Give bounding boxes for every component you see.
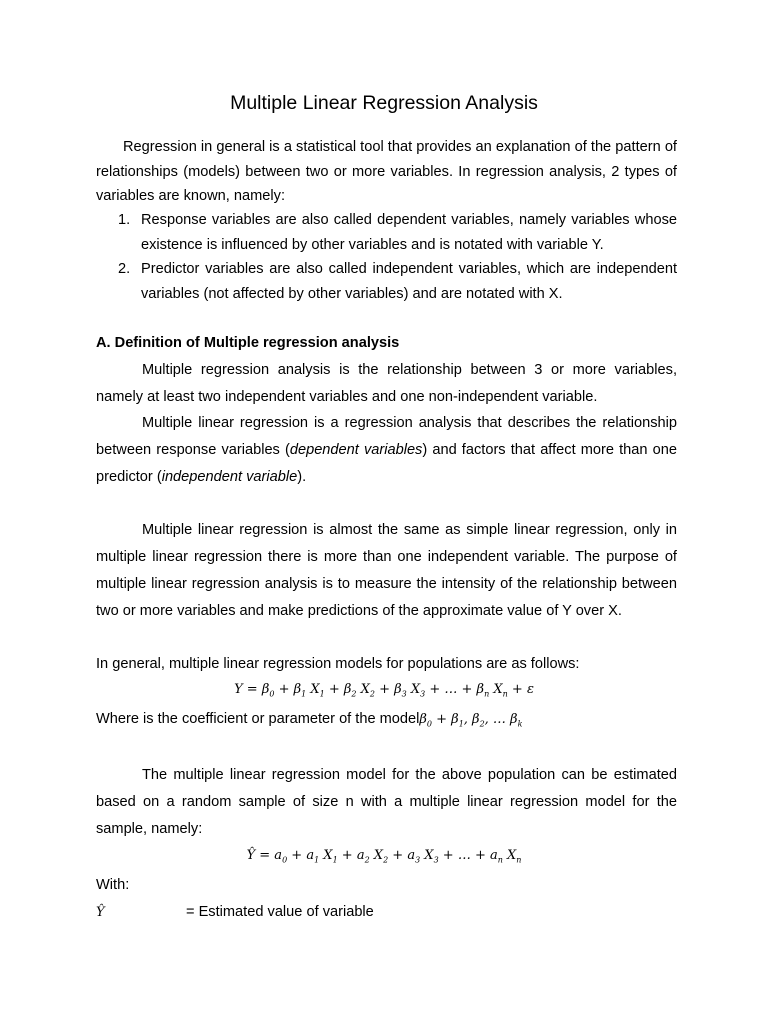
definition-row: [96, 904, 105, 920]
variable-types-list: [96, 208, 677, 306]
list-item: [96, 257, 677, 306]
sample-model-formula: Ŷ = $a_0 + a_1$ $X_1 + a_2$ $X_2 + a_3$ $X_3$ + … + $a_n$ $X_n$: [246, 848, 522, 865]
section-a-heading: A. Definition of Multiple regression analysis: [96, 335, 400, 351]
list-item: [96, 208, 677, 257]
document-title: Multiple Linear Regression Analysis: [230, 92, 538, 114]
list-item-text: Predictor variables are also called independent variables, which are independent variables (not affected by other variables) and are notated with X.: [141, 261, 677, 302]
sample-model-paragraph: The multiple linear regression model for the above population can be estimated based on a random sample of size n with a multiple linear regression model for the sample, namely:: [96, 767, 677, 837]
intro-paragraph: Regression in general is a statistical tool that provides an explanation of the pattern of relationships (models) between two or more variables. In regression analysis, 2 types of variables are known, namely:: [96, 139, 677, 204]
section-a-paragraph-2: Multiple linear regression is a regression analysis that describes the relationship between response variables (dependent variables) and factors that affect more than one predictor (independent variable).: [96, 415, 677, 485]
yhat-symbol: Ŷ: [96, 905, 105, 920]
coefficient-symbols: $\beta_0 + \beta_1$, $\beta_2$, … $\beta_k$: [419, 712, 523, 729]
yhat-definition: = Estimated value of variable: [186, 904, 374, 920]
list-item-text: Response variables are also called dependent variables, namely variables whose existence is influenced by other variables and is notated with variable Y.: [141, 212, 677, 253]
general-model-line: In general, multiple linear regression models for populations are as follows:: [96, 656, 580, 672]
coefficient-line: Where is the coefficient or parameter of the modelβ$_0$ + $\beta_1$, $\beta_2$, … $\beta_k$: [96, 711, 523, 729]
population-model-formula: $Y = \beta_0 + \beta_1$ $X_1 + \beta_2$ $X_2 + \beta_3$ $X_3$ + … + $\beta_n$ $X_n + \varepsilon$: [234, 682, 534, 699]
list-number: 1.: [118, 212, 131, 228]
section-a-paragraph-3: Multiple linear regression is almost the same as simple linear regression, only in multiple linear regression there is more than one independent variable. The purpose of multiple linear regression analysis is to measure the intensity of the relationship between two or more variables and make predictions of the approximate value of Y over X.: [96, 522, 677, 619]
with-label: With:: [96, 877, 130, 893]
section-a-paragraph-1: Multiple regression analysis is the relationship between 3 or more variables, namely at least two independent variables and one non-independent variable.: [96, 362, 677, 405]
list-number: 2.: [118, 261, 131, 277]
